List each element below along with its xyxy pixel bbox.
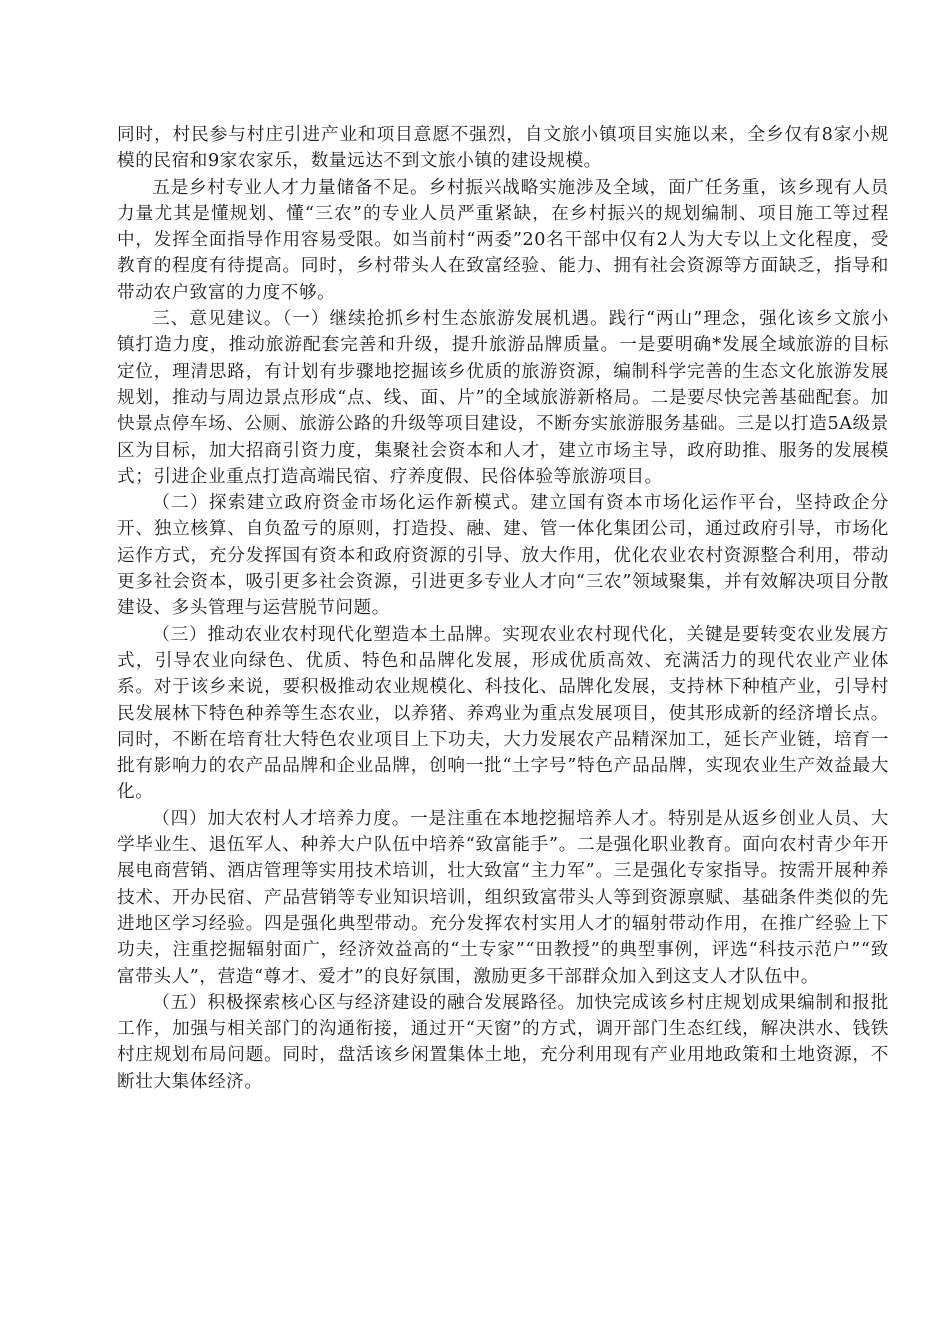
- document-body: [117, 122, 889, 1095]
- paragraph-suggestions-agriculture: （三）推动农业农村现代化塑造本土品牌。实现农业农村现代化，关键是要转变农业发展方式，引导农业向绿色、优质、特色和品牌化发展，形成优质高效、充满活力的现代农业产业体系。对于该乡来说，要积极推动农业规模化、科技化、品牌化发展，支持林下种植产业，引导村民发展林下特色种养等生态农业，以养猪、养鸡业为重点发展项目，使其形成新的经济增长点。同时，不断在培育壮大特色农业项目上下功夫，大力发展农产品精深加工，延长产业链，培育一批有影响力的农产品品牌和企业品牌，创响一批“土字号”特色产品品牌，实现农业生产效益最大化。: [117, 624, 889, 803]
- paragraph-suggestions-funding: （二）探索建立政府资金市场化运作新模式。建立国有资本市场化运作平台，坚持政企分开、独立核算、自负盈亏的原则，打造投、融、建、管一体化集团公司，通过政府引导，市场化运作方式，充分发挥国有资本和政府资源的引导、放大作用，优化农业农村资源整合利用，带动更多社会资本，吸引更多社会资源，引进更多专业人才向“三农”领域聚集，并有效解决项目分散建设、多头管理与运营脱节问题。: [117, 493, 889, 619]
- paragraph-suggestions-tourism: 三、意见建议。（一）继续抢抓乡村生态旅游发展机遇。践行“两山”理念，强化该乡文旅小镇打造力度，推动旅游配套完善和升级，提升旅游品牌质量。一是要明确*发展全域旅游的目标定位，理清思路，有计划有步骤地挖掘该乡优质的旅游资源，编制科学完善的生态文化旅游发展规划，推动与周边景点形成“点、线、面、片”的全域旅游新格局。二是要尽快完善基础配套。加快景点停车场、公厕、旅游公路的升级等项目建设，不断夯实旅游服务基础。三是以打造5A级景区为目标，加大招商引资力度，集聚社会资本和人才，建立市场主导，政府助推、服务的发展模式；引进企业重点打造高端民宿、疗养度假、民俗体验等旅游项目。: [117, 309, 889, 487]
- paragraph-continuation: 同时，村民参与村庄引进产业和项目意愿不强烈，自文旅小镇项目实施以来，全乡仅有8家小规模的民宿和9家农家乐，数量远达不到文旅小镇的建设规模。: [117, 125, 889, 172]
- paragraph-suggestions-talent: （四）加大农村人才培养力度。一是注重在本地挖掘培养人才。特别是从返乡创业人员、大学毕业生、退伍军人、种养大户队伍中培养“致富能手”。二是强化职业教育。面向农村青少年开展电商营销、酒店管理等实用技术培训，壮大致富“主力军”。三是强化专家指导。按需开展种养技术、开办民宿、产品营销等专业知识培训，组织致富带头人等到资源禀赋、基础条件类似的先进地区学习经验。四是强化典型带动。充分发挥农村实用人才的辐射带动作用，在推广经验上下功夫，注重挖掘辐射面广，经济效益高的“土专家”“田教授”的典型事例，评选“科技示范户”“致富带头人”，营造“尊才、爱才”的良好氛围，激励更多干部群众加入到这支人才队伍中。: [117, 808, 889, 987]
- paragraph-suggestions-integration: （五）积极探索核心区与经济建设的融合发展路径。加快完成该乡村庄规划成果编制和报批工作，加强与相关部门的沟通衔接，通过开“天窗”的方式，调开部门生态红线，解决洪水、钱铁村庄规划布局问题。同时，盘活该乡闲置集体土地，充分利用现有产业用地政策和土地资源，不断壮大集体经济。: [117, 992, 889, 1092]
- paragraph-talent-shortage: 五是乡村专业人才力量储备不足。乡村振兴战略实施涉及全域，面广任务重，该乡现有人员力量尤其是懂规划、懂“三农”的专业人员严重紧缺，在乡村振兴的规划编制、项目施工等过程中，发挥全面指导作用容易受限。如当前村“两委”20名干部中仅有2人为大专以上文化程度，受教育的程度有待提高。同时，乡村带头人在致富经验、能力、拥有社会资源等方面缺乏，指导和带动农户致富的力度不够。: [117, 177, 889, 303]
